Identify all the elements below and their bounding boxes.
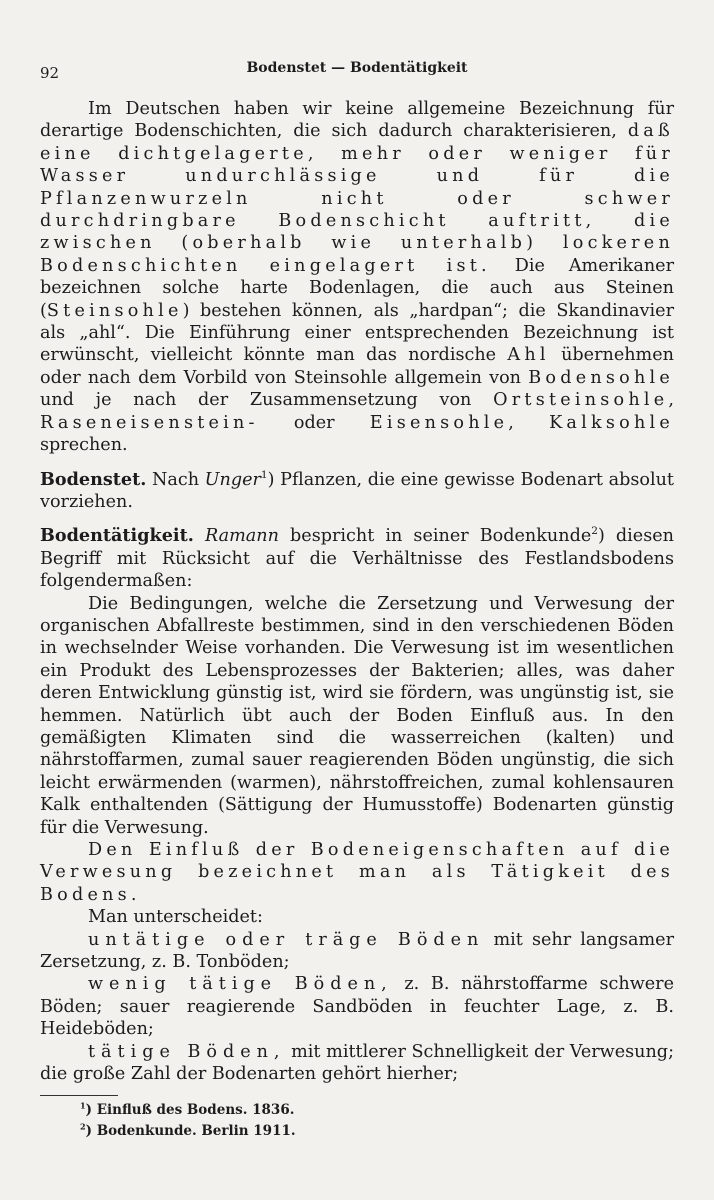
text-span: bespricht in seiner Bodenkunde bbox=[278, 526, 592, 547]
page-number: 92 bbox=[40, 64, 60, 82]
footnote-ref-1: 1 bbox=[260, 468, 268, 481]
text-span: und je nach der Zusammensetzung von bbox=[40, 390, 494, 411]
lemma-bodenstet: Bodenstet. bbox=[40, 468, 147, 490]
soil-activity-list bbox=[40, 929, 674, 1086]
spaced-text-span: daß eine dichtgelagerte, mehr oder weniger für Wasser undurchlässige und für die Pflanzenwurzeln nicht oder schwer durchdringbare Bodenschicht auftritt, die zwischen (oberhalb wie unterhalb) lockeren Bodenschichten eingelagert ist. bbox=[40, 121, 674, 276]
paragraph-intro bbox=[40, 98, 674, 457]
quote-paragraph-2: Den Einfluß der Bodeneigenschaften auf die Verwesung bezeichnet man als Tätigkeit des Bodens. bbox=[40, 840, 674, 905]
footnote-mark: 1 bbox=[80, 1100, 86, 1111]
spaced-term-kalksohle: Kalksohle bbox=[549, 412, 674, 433]
spaced-term-ortsteinsohle: Ortsteinsohle bbox=[493, 390, 669, 411]
text-span: ) bestehen können, als „hardpan“; die Skandinavier als „ahl“. Die Einführung einer entsprechenden Bezeichnung ist erwünscht, vielleicht könnte man das nordische bbox=[40, 300, 674, 366]
text-span: Nach bbox=[146, 469, 205, 490]
footnote-divider bbox=[40, 1095, 118, 1096]
text-span: Die Amerikaner bezeichnen solche harte Bodenlagen, die auch aus Steinen ( bbox=[40, 255, 674, 321]
list-item bbox=[40, 973, 674, 1040]
spaced-term-bodensohle: Bodensohle bbox=[528, 367, 674, 388]
text-span: , bbox=[508, 412, 550, 433]
list-term: untätige oder träge Böden bbox=[88, 929, 485, 950]
list-text: mit sehr langsamer Zersetzung, z. B. Tonböden; bbox=[40, 929, 674, 973]
text-span: übernehmen oder nach dem Vorbild von Steinsohle allgemein von bbox=[40, 345, 674, 388]
running-title: Bodenstet — Bodentätigkeit bbox=[246, 60, 468, 76]
list-term: tätige Böden, bbox=[88, 1041, 286, 1062]
author-ramann: Ramann bbox=[204, 526, 279, 547]
footnote-text: ) Bodenkunde. Berlin 1911. bbox=[85, 1123, 296, 1140]
list-text: mit mittlerer Schnelligkeit der Verwesung; die große Zahl der Bodenarten gehört hierher; bbox=[40, 1041, 675, 1085]
entry-bodenstet bbox=[40, 469, 674, 514]
text-span: ) Pflanzen, die eine gewisse Bodenart absolut vorziehen. bbox=[40, 469, 674, 512]
author-unger: Unger bbox=[204, 469, 261, 490]
footnote-1 bbox=[40, 1100, 674, 1121]
footnote-mark: 2 bbox=[80, 1121, 86, 1132]
quote-paragraph-1: Die Bedingungen, welche die Zersetzung und Verwesung der organischen Abfallreste bestimmen, sind in den verschiedenen Böden in wechselnder Weise vorhanden. Die Verwesung ist im wesentlichen ein Produkt des Lebensprozesses der Bakterien; alles, was daher deren Entwicklung günstig ist, wird sie fördern, was ungünstig ist, sie hemmen. Natürlich übt auch der Boden Einfluß aus. In den gemäßigten Klimaten sind die wasserreichen (kalten) und nährstoffarmen, zumal sauer reagierenden Böden ungünstig, die sich leicht erwärmenden (warmen), nährstoffreichen, zumal kohlensauren Kalk enthaltenden (Sättigung der Humusstoffe) Bodenarten günstig für die Verwesung. bbox=[40, 593, 674, 838]
footnotes bbox=[40, 1100, 674, 1142]
list-text: z. B. nährstoffarme schwere Böden; sauer reagierende Sandböden in feuchter Lage, z. B. Heideböden; bbox=[40, 974, 674, 1040]
footnote-ref-2: 2 bbox=[591, 525, 598, 538]
entry-bodentaetigkeit bbox=[40, 525, 674, 592]
body-text bbox=[40, 98, 674, 1085]
text-span: oder bbox=[258, 412, 370, 433]
list-item bbox=[40, 929, 674, 974]
list-item bbox=[40, 1041, 674, 1086]
text-span: , bbox=[668, 390, 674, 411]
footnote-2 bbox=[40, 1121, 674, 1142]
text-span: ) diesen Begriff mit Rücksicht auf die Verhältnisse des Festlandsbodens folgendermaßen: bbox=[40, 526, 674, 592]
text-span bbox=[194, 526, 205, 546]
spaced-term-raseneisenstein: Raseneisenstein- bbox=[40, 412, 259, 433]
footnote-text: ) Einfluß des Bodens. 1836. bbox=[85, 1102, 295, 1119]
lemma-bodentaetigkeit: Bodentätigkeit. bbox=[40, 525, 194, 547]
spaced-term-ahl: Ahl bbox=[507, 345, 550, 366]
list-term: wenig tätige Böden, bbox=[88, 974, 393, 995]
text-span: Im Deutschen haben wir keine allgemeine Bezeichnung für derartige Bodenschichten, die sich dadurch charakterisieren, bbox=[40, 99, 674, 142]
spaced-term-steinsohle: Steinsohle bbox=[46, 300, 183, 321]
quote-paragraph-3: Man unterscheidet: bbox=[88, 907, 263, 928]
page-header bbox=[40, 58, 674, 86]
spaced-term-eisensohle: Eisensohle bbox=[369, 412, 509, 433]
text-span: sprechen. bbox=[40, 435, 128, 456]
